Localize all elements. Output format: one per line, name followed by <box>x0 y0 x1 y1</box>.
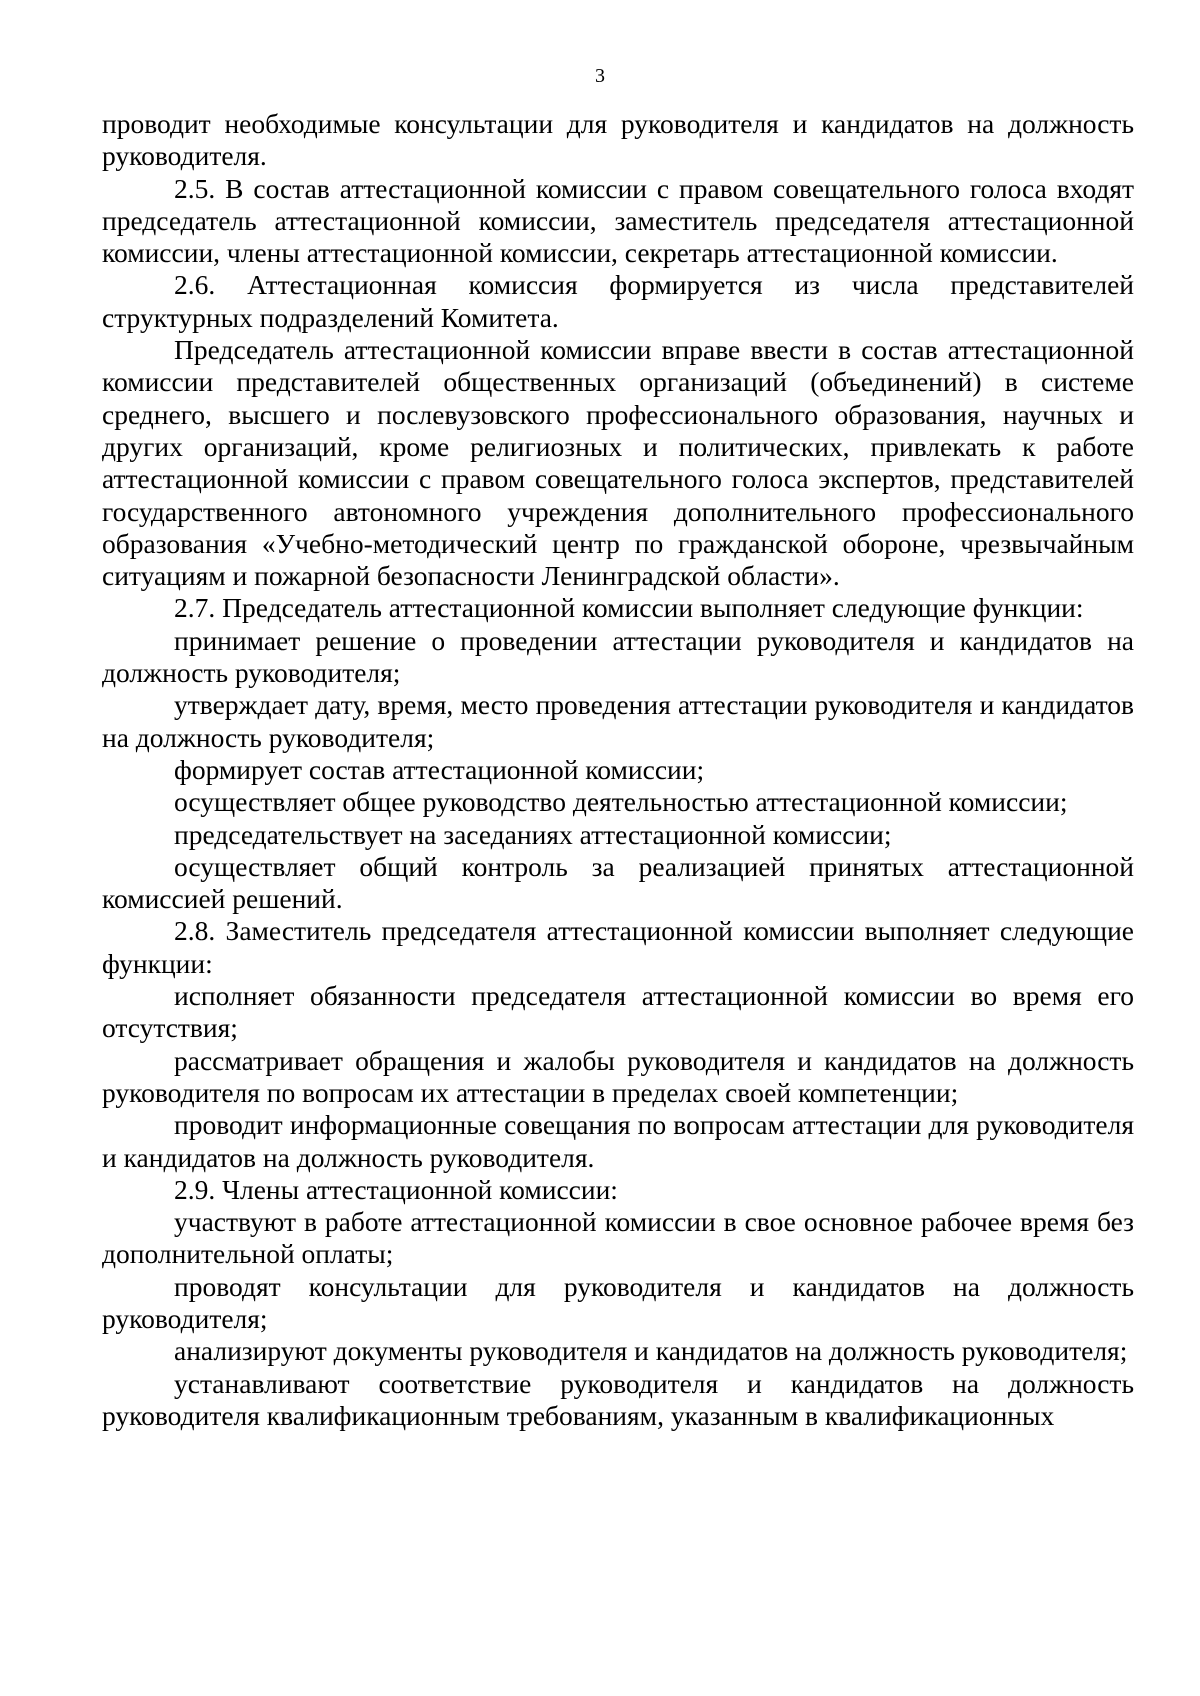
list-item: принимает решение о проведении аттестации руководителя и кандидатов на должность руководителя; <box>102 624 1134 689</box>
list-item: утверждает дату, время, место проведения аттестации руководителя и кандидатов на должность руководителя; <box>102 689 1134 753</box>
list-item: рассматривает обращения и жалобы руководителя и кандидатов на должность руководителя по вопросам их аттестации в пределах своей компетенции; <box>102 1044 1134 1108</box>
paragraph-2-5: 2.5. В состав аттестационной комиссии с правом совещательного голоса входят председатель аттестационной комиссии, заместитель председателя аттестационной комиссии, члены аттестационной комиссии, секретарь аттестационной комиссии. <box>102 172 1134 269</box>
list-item: анализируют документы руководителя и кандидатов на должность руководителя; <box>174 1335 1128 1367</box>
list-item: председательствует на заседаниях аттестационной комиссии; <box>174 818 892 850</box>
page-number: 3 <box>595 65 605 87</box>
paragraph-continuation: проводит необходимые консультации для руководителя и кандидатов на должность руководителя. <box>102 108 1134 172</box>
paragraph-chairman-rights: Председатель аттестационной комиссии вправе ввести в состав аттестационной комиссии представителей общественных организаций (объединений) в системе среднего, высшего и послевузовского профессионального образования, научных и других организаций, кроме религиозных и политических, привлекать к работе аттестационной комиссии с правом совещательного голоса экспертов, представителей государственного автономного учреждения дополнительного профессионального образования «Учебно-методический центр по гражданской обороне, чрезвычайным ситуациям и пожарной безопасности Ленинградской области». <box>102 334 1134 592</box>
paragraph-2-8: 2.8. Заместитель председателя аттестационной комиссии выполняет следующие функции: <box>102 915 1134 979</box>
paragraph-2-6: 2.6. Аттестационная комиссия формируется из числа представителей структурных подразделений Комитета. <box>102 269 1134 333</box>
list-item: исполняет обязанности председателя аттестационной комиссии во время его отсутствия; <box>102 980 1134 1044</box>
document-body <box>102 108 1134 1432</box>
list-item: формирует состав аттестационной комиссии; <box>174 753 705 785</box>
paragraph-2-7: 2.7. Председатель аттестационной комиссии выполняет следующие функции: <box>174 592 1084 624</box>
list-item: осуществляет общий контроль за реализацией принятых аттестационной комиссией решений. <box>102 850 1134 915</box>
list-item: осуществляет общее руководство деятельностью аттестационной комиссии; <box>174 786 1068 818</box>
list-item: устанавливают соответствие руководителя и кандидатов на должность руководителя квалификационным требованиям, указанным в квалификационных <box>102 1367 1134 1431</box>
list-item: проводит информационные совещания по вопросам аттестации для руководителя и кандидатов на должность руководителя. <box>102 1109 1134 1173</box>
paragraph-2-9: 2.9. Члены аттестационной комиссии: <box>174 1173 618 1205</box>
list-item: проводят консультации для руководителя и кандидатов на должность руководителя; <box>102 1270 1134 1334</box>
list-item: участвуют в работе аттестационной комиссии в свое основное рабочее время без дополнительной оплаты; <box>102 1206 1134 1270</box>
